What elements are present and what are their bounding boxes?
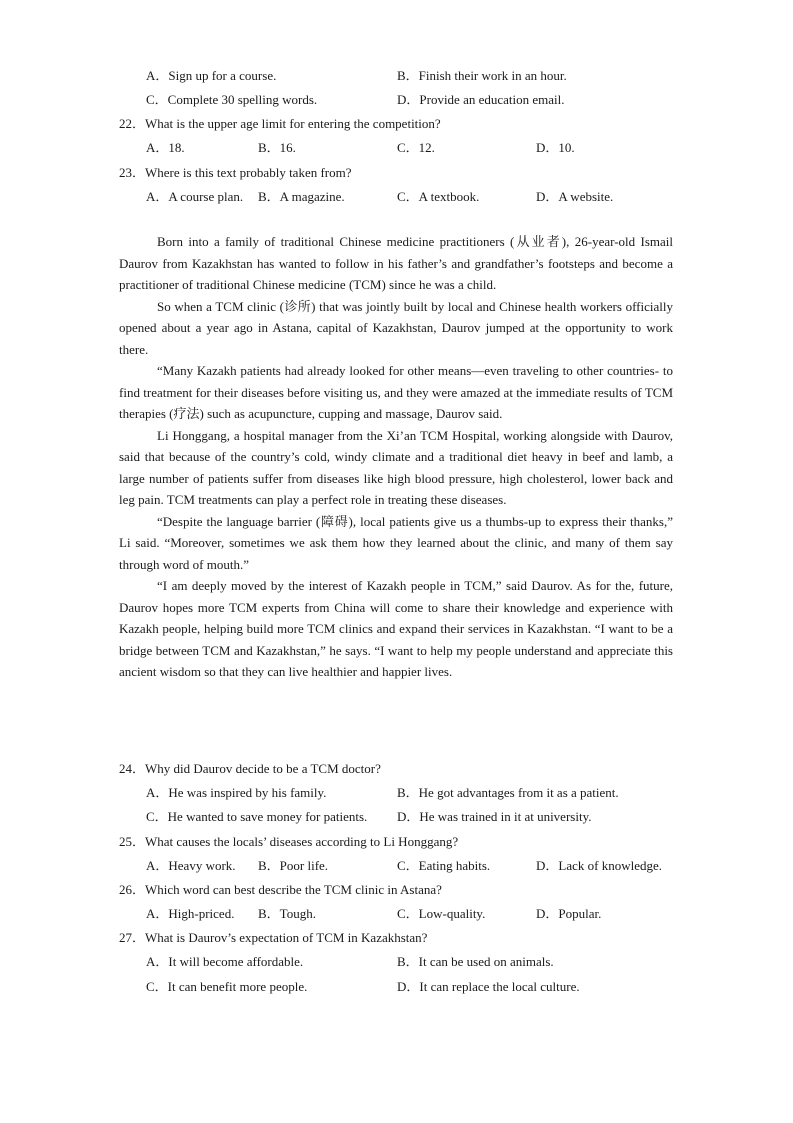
passage-paragraph: So when a TCM clinic (诊所) that was jointly built by local and Chinese health workers officially opened about a year ago in Astana, capital of Kazakhstan, Daurov jumped at the opportunity to work there. [119,298,673,357]
option-d: D．A website. [536,189,614,204]
passage-paragraph: “I am deeply moved by the interest of Kazakh people in TCM,” said Daurov. As for the, future, Daurov hopes more TCM experts from China will come to share their knowledge and experience with Kazakh people, helping build more TCM clinics and expand their services in Kazakhstan. “I want to be a bridge between TCM and Kazakhstan,” he says. “I want to help my people understand and appreciate this ancient wisdom so that they can live healthier and happier lives. [119,578,673,679]
reading-passage [119,231,673,683]
passage-paragraph: “Despite the language barrier (障碍), local patients give us a thumbs-up to express their thanks,” Li said. “Moreover, sometimes we ask them how they learned about the clinic, and many of them say through word of mouth.” [119,513,673,572]
question-text: What is the upper age limit for entering the competition? [145,116,441,131]
question-text: What causes the locals’ diseases according to Li Honggang? [145,834,459,849]
question-text: What is Daurov’s expectation of TCM in Kazakhstan? [145,930,428,945]
option-c: C．It can benefit more people. [146,979,308,994]
option-c: C．Low-quality. [397,906,486,921]
question-26 [119,882,442,898]
option-d: D．10. [536,140,575,155]
option-d: D．Lack of knowledge. [536,858,662,873]
question-22 [119,116,441,132]
question-number: 25． [119,834,146,849]
option-c: C．Complete 30 spelling words. [146,92,318,107]
question-27 [119,930,427,946]
question-text: Why did Daurov decide to be a TCM doctor? [145,761,381,776]
question-25 [119,834,458,850]
option-a: A．Sign up for a course. [146,68,277,83]
option-b: B．Poor life. [258,858,329,873]
question-number: 24． [119,761,146,776]
passage-paragraph: Li Honggang, a hospital manager from the Xi’an TCM Hospital, working alongside with Daurov, said that because of the country’s cold, windy climate and a traditional diet heavy in beef and lamb, a large number of patients suffer from diseases like high blood pressure, high cholesterol, lower back and leg pain. TCM treatments can play a perfect role in treating these diseases. [119,427,673,507]
option-a: A．Heavy work. [146,858,236,873]
option-c: C．Eating habits. [397,858,491,873]
option-c: C．12. [397,140,435,155]
option-d: D．It can replace the local culture. [397,979,580,994]
option-a: A．A course plan. [146,189,244,204]
question-24 [119,761,381,777]
passage-paragraph: “Many Kazakh patients had already looked for other means—even traveling to other countries- to find treatment for their diseases before visiting us, and they were amazed at the immediate results of TCM therapies (疗法) such as acupuncture, cupping and massage, Daurov said. [119,363,673,421]
option-b: B．Finish their work in an hour. [397,68,567,83]
option-d: D．Popular. [536,906,602,921]
option-a: A．It will become affordable. [146,954,304,969]
option-c: C．He wanted to save money for patients. [146,809,368,824]
option-d: D．Provide an education email. [397,92,565,107]
option-a: A．18. [146,140,185,155]
question-number: 27． [119,930,146,945]
option-d: D．He was trained in it at university. [397,809,592,824]
question-number: 23． [119,165,146,180]
option-a: A．High-priced. [146,906,235,921]
option-c: C．A textbook. [397,189,480,204]
option-b: B．It can be used on animals. [397,954,554,969]
passage-paragraph: Born into a family of traditional Chinese medicine practitioners (从业者), 26-year-old Ismail Daurov from Kazakhstan has wanted to follow in his father’s and grandfather’s footsteps and become a practitioner of traditional Chinese medicine (TCM) since he was a child. [119,234,673,292]
option-b: B．A magazine. [258,189,345,204]
question-number: 22． [119,116,146,131]
question-text: Where is this text probably taken from? [145,165,352,180]
question-23 [119,165,352,181]
question-number: 26． [119,882,146,897]
option-b: B．16. [258,140,296,155]
option-b: B．Tough. [258,906,316,921]
option-b: B．He got advantages from it as a patient. [397,785,619,800]
option-a: A．He was inspired by his family. [146,785,327,800]
question-text: Which word can best describe the TCM clinic in Astana? [145,882,442,897]
